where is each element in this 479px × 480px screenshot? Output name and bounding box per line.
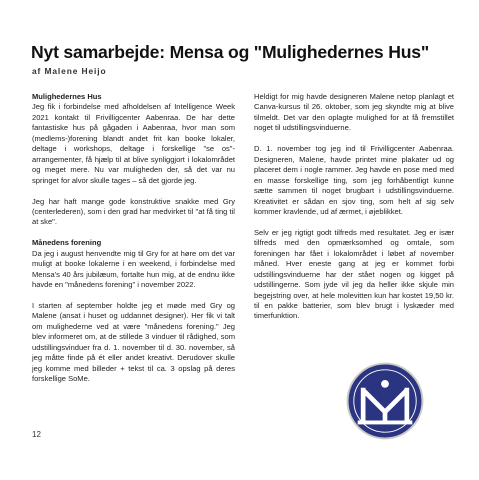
paragraph: Jeg har haft mange gode konstruktive snakke med Gry (centerlederen), som i den grad har medvirket til "at få ting til at ske". [32, 196, 235, 227]
section-heading-mulighedernes-hus: Mulighedernes Hus [32, 92, 102, 101]
section-heading-maanedens-forening: Månedens forening [32, 238, 102, 248]
paragraph: D. 1. november tog jeg ind til Frivilligcenter Aabenraa. Designeren, Malene, havde printet mine plakater ud og placeret dem i nogle rammer. Jeg havde en pose med med en masse forskellige ting, som jeg forhåbentligt kunne sætte sammen til noget brugbart i udstillingsvinduerne. Kreativitet er sådan en sjov ting, som helt af sig selv kommer kravlende, ud af ærmet, i øjeblikket. [254, 144, 454, 216]
page-number: 12 [32, 430, 41, 439]
paragraph: Selv er jeg rigtigt godt tilfreds med resultatet. Jeg er især tilfreds med den opmærksomhed og omtale, som foreningen har fået i lokalområdet i løbet af november måned. Hver eneste gang at jeg er kommet forbi udstillingsvinduerne har der stået nogen og kigget på udstillingerne. Som jyde vil jeg da heller ikke skjule min begejstring over, at hele molevitten kun har kostet 19,50 kr. til en pakke batterier, som blev brugt i lyskæder med timerfunktion. [254, 227, 454, 321]
mensa-logo-icon [346, 362, 424, 440]
paragraph: I starten af september holdte jeg et møde med Gry og Malene (ansat i huset og uddannet designer). Her fik vi talt om mulighederne ved at være "månedens forening." Jeg blev informeret om, at de stillede 3 vinduer til rådighed, som udstillingsvinduer fra d. 1. november til d. 30. november, så jeg måtte finde på ét eller andet kreativt. Derudover skulle jeg komme med billeder + tekst til ca. 3 opslag på deres forskellige SoMe. [32, 301, 235, 384]
left-column [32, 92, 235, 395]
paragraph: Da jeg i august henvendte mig til Gry for at høre om det var muligt at booke lokalerne i en weekend, i forbindelse med Mensa's 40 års jubilæum, fortalte hun mig, at de endnu ikke havde en "månedens forening" i november 2022. [32, 248, 235, 290]
article-title: Nyt samarbejde: Mensa og "Mulighedernes Hus" [31, 42, 429, 62]
article-byline: af Malene Heijo [32, 66, 107, 76]
right-column [254, 92, 454, 332]
paragraph: Jeg fik i forbindelse med afholdelsen af Intelligence Week 2021 kontakt til Frivilligcenter Aabenraa. De har dette fantastiske hus på gågaden i Aabenraa, hvor man som (medlems-)forening blandt andet frit kan booke lokaler, deltage i workshops, deltage i forskellige "se os"-arrangementer, få hjælp til at blive synliggjort i lokalområdet og meget mere. Nu var muligheden der, så det var nu springet for alvor skulle tages – så det gjorde jeg. [32, 102, 235, 185]
paragraph: Heldigt for mig havde designeren Malene netop planlagt et Canva-kursus til 26. oktober, som jeg skyndte mig at blive tilmeldt. Det var den oplagte mulighed for at få fremstillet noget til udstillingsvinduerne. [254, 92, 454, 133]
